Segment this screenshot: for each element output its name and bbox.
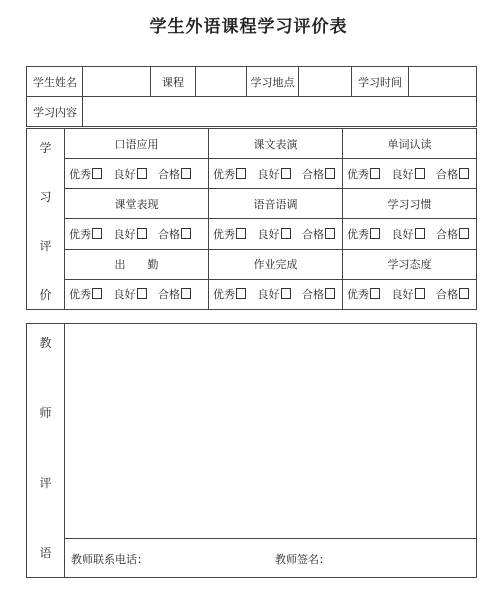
excellent-checkbox[interactable] <box>370 288 380 299</box>
study-time-label: 学习时间 <box>352 67 409 97</box>
teacher-signature-label: 教师签名： <box>275 553 330 566</box>
side-char: 语 <box>39 546 52 560</box>
rating-good-label: 良好 <box>257 167 280 181</box>
rating-pass-label: 合格 <box>302 228 324 242</box>
excellent-checkbox[interactable] <box>236 288 246 299</box>
rating-pass-label: 合格 <box>302 288 324 302</box>
rating-group <box>209 279 343 309</box>
rating-good-label: 良好 <box>391 288 414 302</box>
rating-excellent-label: 优秀 <box>213 167 235 181</box>
rating-excellent-label: 优秀 <box>347 288 369 302</box>
criterion-class-performance: 课堂表现 <box>65 189 209 219</box>
pass-checkbox[interactable] <box>181 168 191 179</box>
pass-checkbox[interactable] <box>459 168 469 179</box>
study-place-field[interactable] <box>299 67 352 97</box>
rating-pass-label: 合格 <box>158 288 180 302</box>
criterion-attendance: 出 勤 <box>65 249 209 279</box>
good-checkbox[interactable] <box>281 228 291 239</box>
course-label: 课程 <box>151 67 196 97</box>
excellent-checkbox[interactable] <box>236 168 246 179</box>
pass-checkbox[interactable] <box>325 288 335 299</box>
rating-good-label: 良好 <box>257 288 280 302</box>
teacher-comment-table <box>26 323 477 578</box>
criterion-text-performance: 课文表演 <box>209 129 343 159</box>
study-content-label: 学习内容 <box>27 97 83 127</box>
good-checkbox[interactable] <box>415 228 425 239</box>
form-title: 学生外语课程学习评价表 <box>149 17 348 37</box>
good-checkbox[interactable] <box>137 228 147 239</box>
rating-group <box>65 219 209 249</box>
side-char: 习 <box>39 190 52 204</box>
pass-checkbox[interactable] <box>459 228 469 239</box>
teacher-contact-row <box>65 539 477 578</box>
student-info-table <box>26 66 477 127</box>
rating-group <box>209 159 343 189</box>
criterion-pronunciation: 语音语调 <box>209 189 343 219</box>
course-field[interactable] <box>196 67 247 97</box>
rating-group <box>343 279 477 309</box>
pass-checkbox[interactable] <box>181 228 191 239</box>
rating-group <box>65 159 209 189</box>
good-checkbox[interactable] <box>137 168 147 179</box>
rating-pass-label: 合格 <box>158 167 180 181</box>
criterion-word-recognition: 单词认读 <box>343 129 477 159</box>
rating-pass-label: 合格 <box>302 167 324 181</box>
criterion-study-habits: 学习习惯 <box>343 189 477 219</box>
good-checkbox[interactable] <box>415 168 425 179</box>
side-char: 价 <box>39 288 52 302</box>
rating-group <box>343 219 477 249</box>
rating-good-label: 良好 <box>391 228 414 242</box>
rating-excellent-label: 优秀 <box>213 228 235 242</box>
rating-pass-label: 合格 <box>158 228 180 242</box>
teacher-comment-side-label <box>27 324 65 578</box>
rating-good-label: 良好 <box>113 228 136 242</box>
rating-good-label: 良好 <box>391 167 414 181</box>
rating-excellent-label: 优秀 <box>69 288 91 302</box>
rating-excellent-label: 优秀 <box>69 167 91 181</box>
criterion-oral: 口语应用 <box>65 129 209 159</box>
side-char: 教 <box>39 336 52 350</box>
pass-checkbox[interactable] <box>459 288 469 299</box>
student-name-label: 学生姓名 <box>27 67 83 97</box>
teacher-phone-label: 教师联系电话： <box>71 553 148 566</box>
rating-pass-label: 合格 <box>436 288 458 302</box>
evaluation-table <box>26 128 477 310</box>
criterion-homework: 作业完成 <box>209 249 343 279</box>
teacher-comment-area[interactable] <box>65 324 477 539</box>
criterion-attitude: 学习态度 <box>343 249 477 279</box>
study-time-field[interactable] <box>409 67 477 97</box>
good-checkbox[interactable] <box>281 168 291 179</box>
study-content-field[interactable] <box>83 97 477 127</box>
rating-pass-label: 合格 <box>436 228 458 242</box>
rating-excellent-label: 优秀 <box>347 167 369 181</box>
excellent-checkbox[interactable] <box>92 228 102 239</box>
rating-good-label: 良好 <box>113 288 136 302</box>
rating-good-label: 良好 <box>257 228 280 242</box>
good-checkbox[interactable] <box>137 288 147 299</box>
evaluation-side-label <box>27 129 65 310</box>
rating-good-label: 良好 <box>113 167 136 181</box>
rating-pass-label: 合格 <box>436 167 458 181</box>
pass-checkbox[interactable] <box>325 228 335 239</box>
side-char: 评 <box>39 239 52 253</box>
rating-group <box>343 159 477 189</box>
rating-excellent-label: 优秀 <box>69 228 91 242</box>
side-char: 学 <box>39 141 52 155</box>
pass-checkbox[interactable] <box>325 168 335 179</box>
good-checkbox[interactable] <box>281 288 291 299</box>
excellent-checkbox[interactable] <box>236 228 246 239</box>
student-name-field[interactable] <box>83 67 151 97</box>
excellent-checkbox[interactable] <box>92 288 102 299</box>
excellent-checkbox[interactable] <box>92 168 102 179</box>
study-place-label: 学习地点 <box>247 67 299 97</box>
side-char: 师 <box>39 406 52 420</box>
rating-excellent-label: 优秀 <box>213 288 235 302</box>
good-checkbox[interactable] <box>415 288 425 299</box>
excellent-checkbox[interactable] <box>370 168 380 179</box>
side-char: 评 <box>39 476 52 490</box>
rating-excellent-label: 优秀 <box>347 228 369 242</box>
rating-group <box>209 219 343 249</box>
rating-group <box>65 279 209 309</box>
pass-checkbox[interactable] <box>181 288 191 299</box>
excellent-checkbox[interactable] <box>370 228 380 239</box>
